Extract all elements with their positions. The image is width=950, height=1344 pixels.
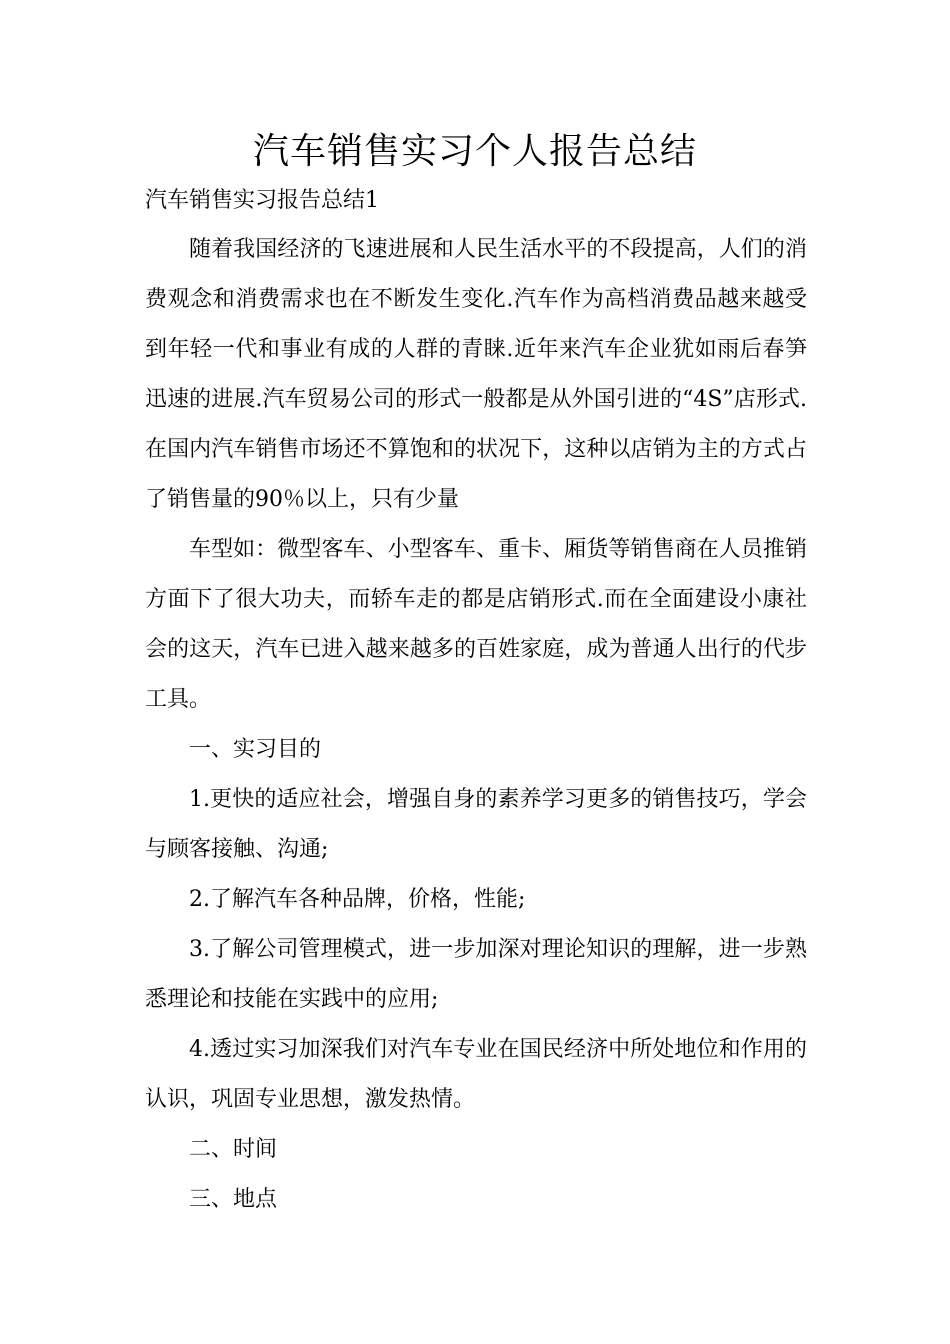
document-title: 汽车销售实习个人报告总结: [252, 131, 697, 172]
report-subheading: 汽车销售实习报告总结1: [145, 188, 379, 213]
purpose-item-3: 3.了解公司管理模式，进一步加深对理论知识的理解，进一步熟悉理论和技能在实践中的应用;: [145, 937, 807, 1012]
intro-paragraph: 随着我国经济的飞速进展和人民生活水平的不段提高，人们的消费观念和消费需求也在不断发生变化.汽车作为高档消费品越来越受到年轻一代和事业有成的人群的青睐.近年来汽车企业犹如雨后春笋迅速的进展.汽车贸易公司的形式一般都是从外国引进的“4S”店形式.在国内汽车销售市场还不算饱和的状况下，这种以店销为主的方式占了销售量的90％以上，只有少量: [145, 237, 807, 512]
section-heading-place: 三、地点: [189, 1187, 278, 1212]
section-heading-purpose: 一、实习目的: [189, 737, 322, 762]
purpose-item-1: 1.更快的适应社会，增强自身的素养学习更多的销售技巧，学会与顾客接触、沟通;: [145, 787, 807, 862]
purpose-item-4: 4.透过实习加深我们对汽车专业在国民经济中所处地位和作用的认识，巩固专业思想，激发热情。: [145, 1037, 807, 1112]
section-heading-time: 二、时间: [189, 1137, 278, 1162]
vehicle-types-paragraph: 车型如：微型客车、小型客车、重卡、厢货等销售商在人员推销方面下了很大功夫，而轿车走的都是店销形式.而在全面建设小康社会的这天，汽车已进入越来越多的百姓家庭，成为普通人出行的代步工具。: [145, 537, 807, 712]
purpose-item-2: 2.了解汽车各种品牌，价格，性能;: [189, 887, 526, 912]
